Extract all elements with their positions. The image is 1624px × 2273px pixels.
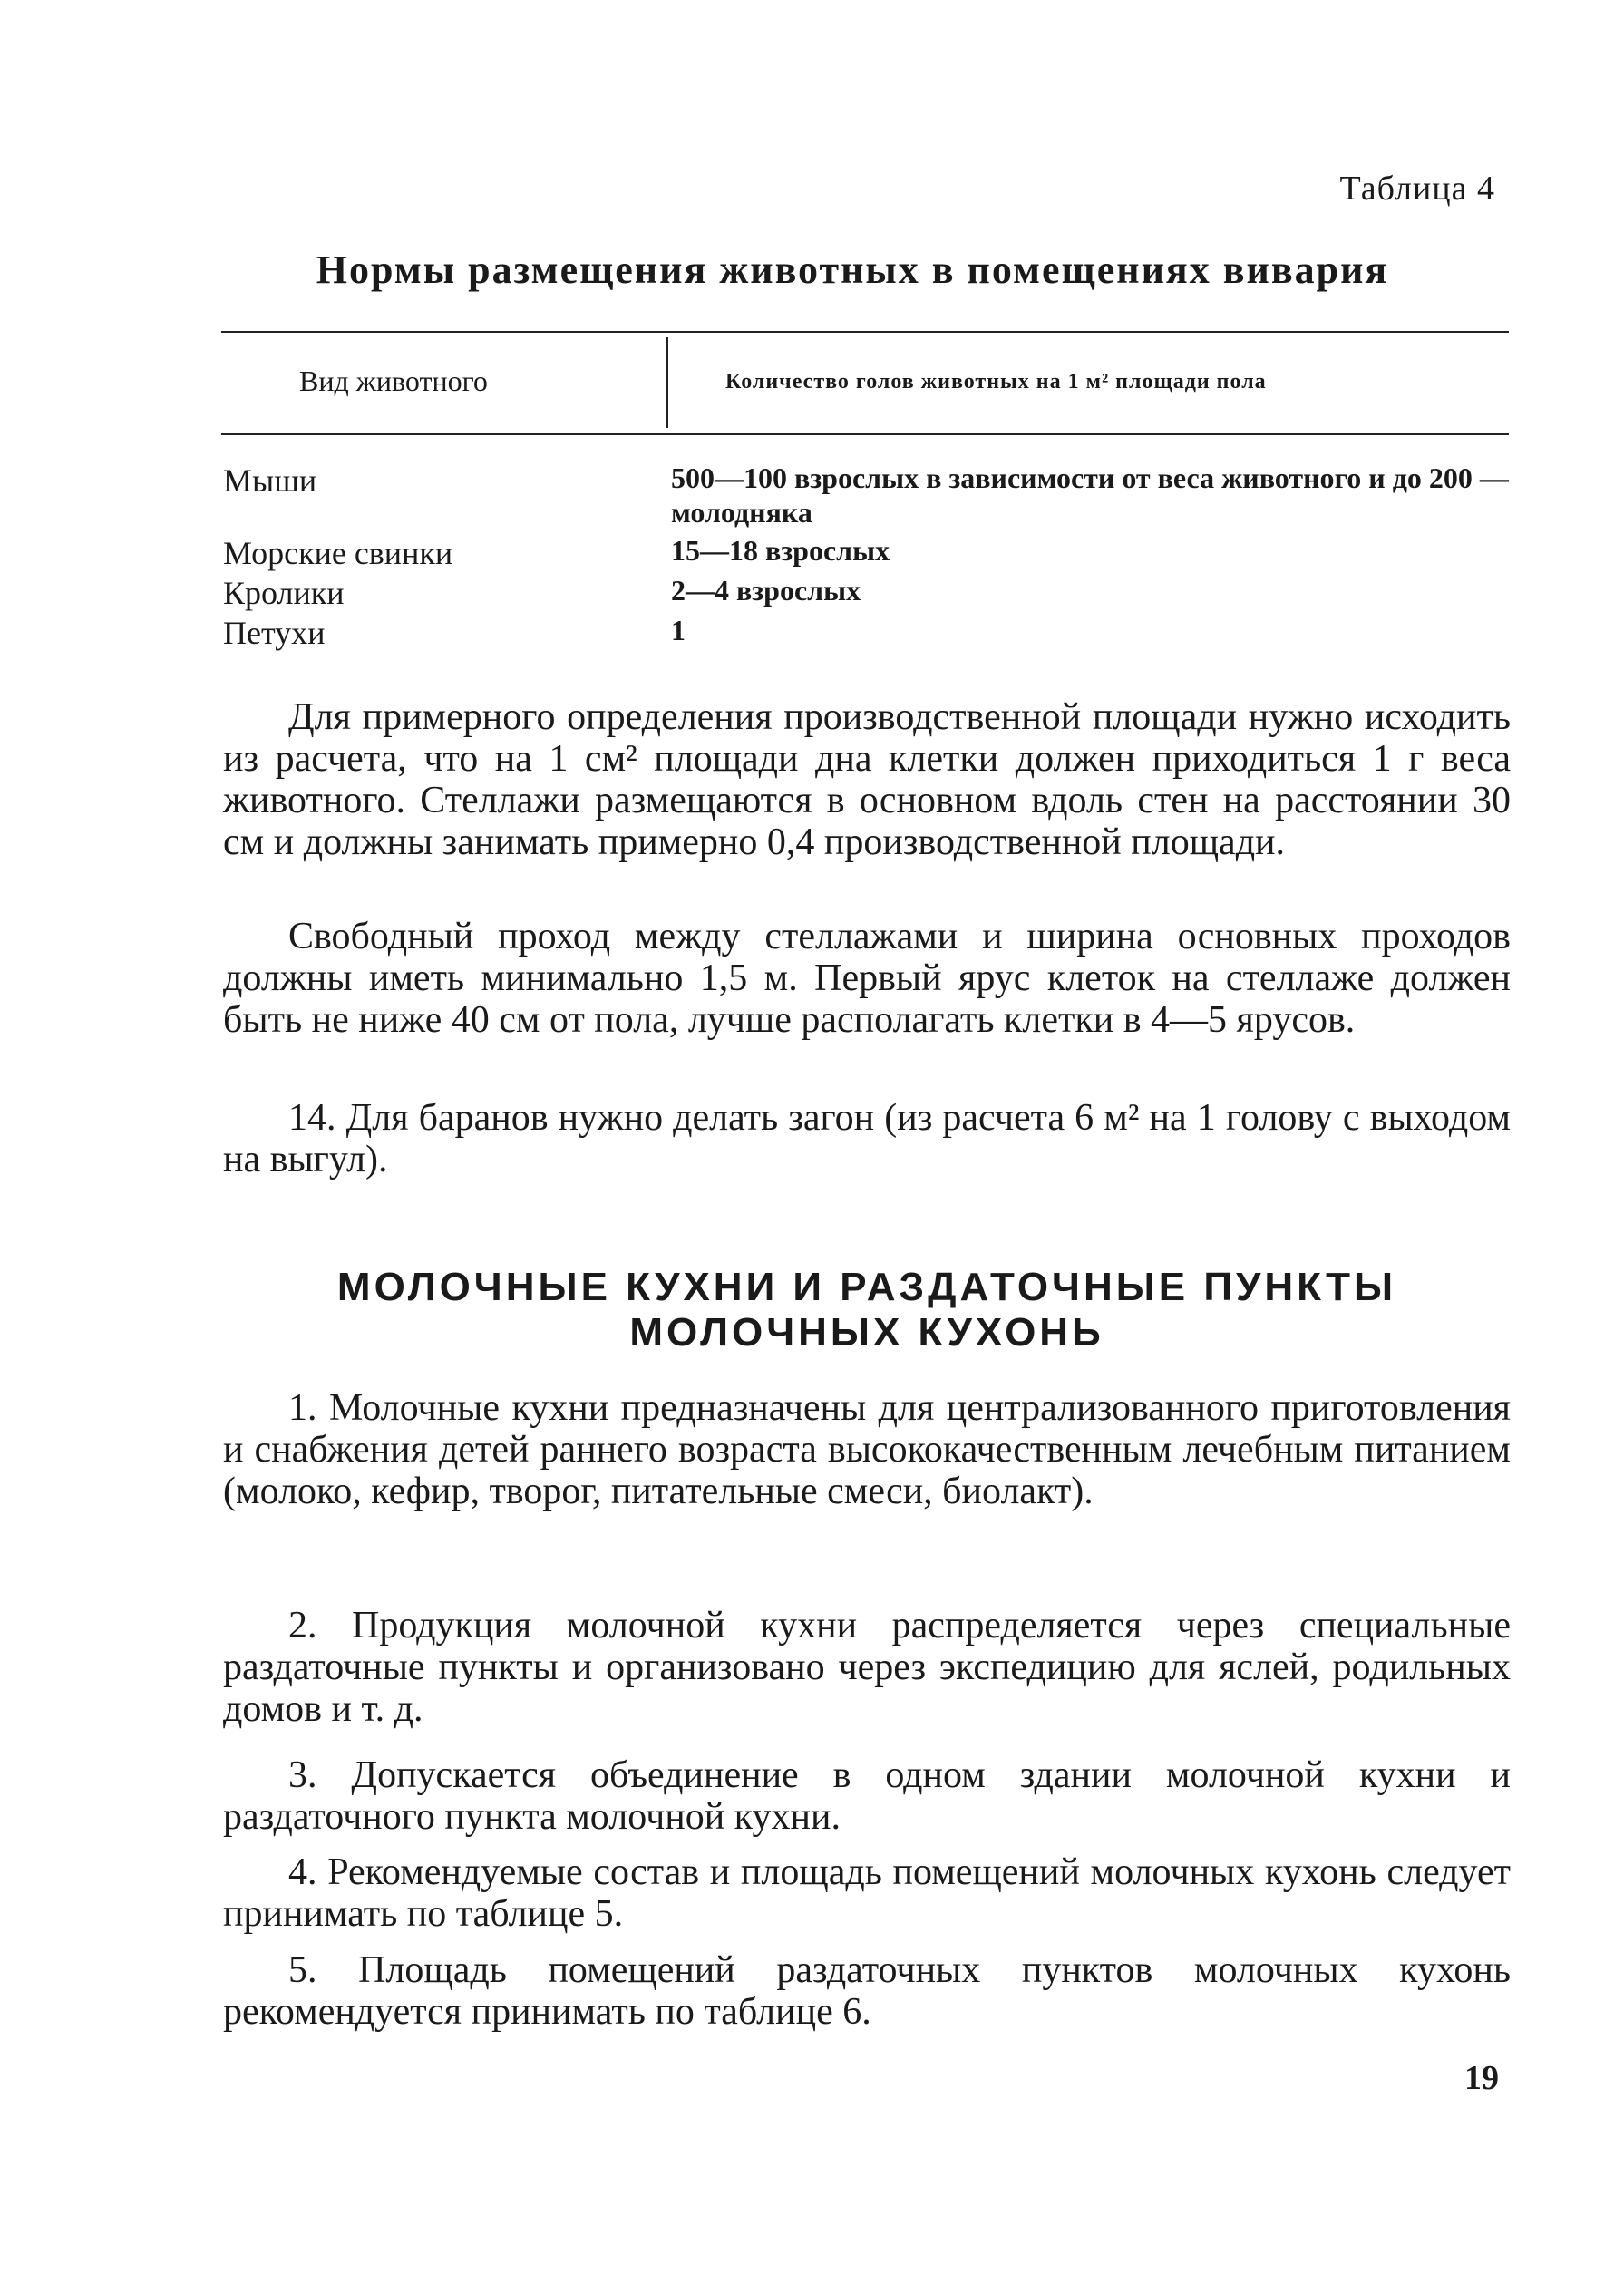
row-count: 2—4 взрослых	[671, 574, 861, 607]
row-animal: Мыши	[223, 462, 317, 499]
row-animal: Кролики	[223, 575, 345, 611]
page-number: 19	[1464, 2059, 1499, 2097]
list-item: 1. Молочные кухни предназначены для централизованного приготовления и снабжения детей раннего возраста высококачественным лечебным питанием (молоко, кефир, творог, питательные смеси, биолакт).	[223, 1387, 1511, 1512]
section-title-line: МОЛОЧНЫХ КУХОНЬ	[629, 1310, 1104, 1355]
row-count: 1	[671, 614, 686, 646]
table-title: Нормы размещения животных в помещениях вивария	[316, 248, 1389, 292]
list-item: 2. Продукция молочной кухни распределяется через специальные раздаточные пункты и организовано через экспедицию для яслей, родильных домов и т. д.	[223, 1605, 1511, 1730]
list-item: 5. Площадь помещений раздаточных пунктов молочных кухонь рекомендуется принимать по таблице 6.	[223, 1949, 1511, 2033]
column-header-animal: Вид животного	[299, 364, 488, 397]
row-count: 15—18 взрослых	[671, 534, 890, 567]
section-title	[223, 1265, 1511, 1355]
paragraph: Для примерного определения производственной площади нужно исходить из расчета, что на 1 см² площади дна клетки должен приходиться 1 г веса животного. Стеллажи размещаются в основном вдоль стен на расстоянии 30 см и должны занимать примерно 0,4 производственной площади.	[223, 696, 1511, 863]
table-column-divider	[666, 337, 668, 428]
column-header-count: Количество голов животных на 1 м² площади пола	[725, 370, 1267, 393]
table-header-rule	[221, 433, 1509, 435]
section-title-line: МОЛОЧНЫЕ КУХНИ И РАЗДАТОЧНЫЕ ПУНКТЫ	[336, 1265, 1397, 1309]
list-item: 3. Допускается объединение в одном здании молочной кухни и раздаточного пункта молочной кухни.	[223, 1754, 1511, 1838]
row-animal: Петухи	[223, 615, 326, 651]
table-label: Таблица 4	[1339, 170, 1495, 208]
paragraph: Свободный проход между стеллажами и ширина основных проходов должны иметь минимально 1,5 м. Первый ярус клеток на стеллаже должен быть не ниже 40 см от пола, лучше располагать клетки в 4—5 ярусов.	[223, 916, 1511, 1041]
list-item: 4. Рекомендуемые состав и площадь помещений молочных кухонь следует принимать по таблице 5.	[223, 1851, 1511, 1935]
paragraph: 14. Для баранов нужно делать загон (из расчета 6 м² на 1 голову с выходом на выгул).	[223, 1097, 1511, 1180]
row-count: 500—100 взрослых в зависимости от веса животного и до 200 — молодняка	[671, 461, 1509, 529]
row-animal: Морские свинки	[223, 535, 453, 571]
table-top-rule	[221, 331, 1509, 333]
